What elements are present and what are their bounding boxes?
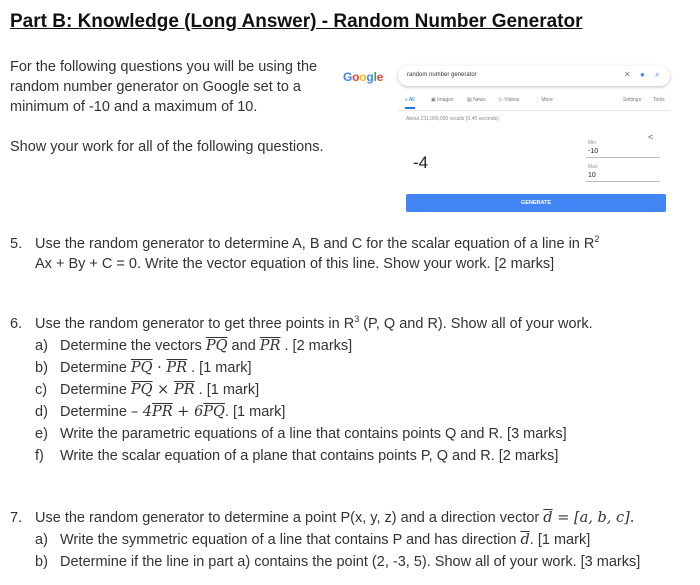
instruction-paragraph: Show your work for all of the following questions. bbox=[10, 139, 324, 155]
question-text: Use the random generator to determine A, B and C for the scalar equation of a line in $R^2$ bbox=[35, 234, 600, 252]
tools-link[interactable]: Tools bbox=[653, 97, 665, 103]
intro-paragraph: For the following questions you will be using the random number generator on Google set to a minimum of -10 and a maximum of 10. bbox=[10, 59, 318, 115]
logo-letter: o bbox=[359, 70, 367, 84]
logo-letter: l bbox=[373, 70, 377, 84]
question-text-cont: Ax + By + C = 0. Write the vector equation of this line. Show your work. [2 marks] bbox=[35, 256, 555, 272]
tab-images[interactable]: ▣ Images bbox=[431, 97, 454, 103]
divider bbox=[398, 110, 670, 111]
logo-letter: o bbox=[352, 70, 360, 84]
generated-number: -4 bbox=[413, 153, 429, 172]
search-tabs bbox=[405, 97, 670, 109]
question-number: 5. bbox=[10, 236, 23, 252]
min-underline bbox=[586, 157, 660, 158]
logo-letter: g bbox=[366, 70, 374, 84]
tab-more[interactable]: ⋮ More bbox=[535, 97, 553, 103]
question-number: 7. bbox=[10, 510, 23, 526]
google-logo bbox=[343, 70, 383, 84]
tab-videos[interactable]: ▷ Videos bbox=[499, 97, 520, 103]
question-text: Use the random generator to determine a point P(x, y, z) and a direction vector $\overline{d} = [a$, b, c]. bbox=[35, 510, 635, 526]
share-icon[interactable]: < bbox=[648, 132, 654, 142]
min-input[interactable]: -10 bbox=[588, 148, 599, 155]
active-tab-indicator bbox=[405, 107, 415, 109]
max-input[interactable]: 10 bbox=[588, 172, 596, 179]
search-bar[interactable] bbox=[398, 66, 670, 86]
tab-news[interactable]: ▤ News bbox=[467, 97, 486, 103]
results-count: About 231,000,000 results (0.40 seconds) bbox=[406, 116, 499, 122]
tab-all[interactable]: ⌕ All bbox=[405, 97, 415, 103]
page-title: Part B: Knowledge (Long Answer) - Random Number Generator bbox=[10, 11, 583, 32]
min-label: Min bbox=[588, 140, 597, 146]
clear-icon[interactable]: ✕ bbox=[624, 70, 631, 79]
generate-button[interactable]: GENERATE bbox=[406, 194, 666, 212]
settings-link[interactable]: Settings bbox=[623, 97, 642, 103]
max-underline bbox=[586, 181, 660, 182]
search-query[interactable]: random number generator bbox=[407, 72, 477, 78]
max-label: Max bbox=[588, 164, 598, 170]
logo-letter: e bbox=[376, 70, 384, 84]
microphone-icon[interactable]: ● bbox=[640, 70, 645, 79]
question-number: 6. bbox=[10, 316, 23, 332]
search-icon[interactable]: ⌕ bbox=[655, 70, 660, 79]
question-text: Use the random generator to get three points in $R^3$ (P, Q and R). Show all of your work. bbox=[35, 314, 593, 332]
logo-letter: G bbox=[343, 70, 353, 84]
